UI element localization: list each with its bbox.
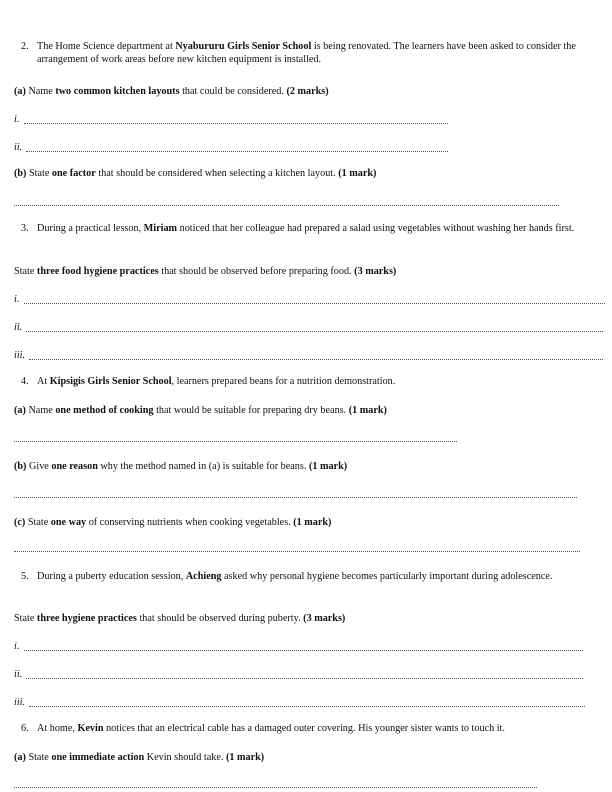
intro-text: At <box>37 376 50 387</box>
prompt-text: of conserving nutrients when cooking vegetables. <box>86 517 294 528</box>
answer-line[interactable] <box>14 551 580 552</box>
marks-label: (3 marks) <box>354 266 397 277</box>
prompt-text: Name <box>25 86 56 97</box>
marks-label: (2 marks) <box>286 86 329 97</box>
question-6a-prompt <box>14 751 264 764</box>
question-6-intro <box>21 723 606 736</box>
question-2a-prompt <box>14 85 329 98</box>
answer-line-label: ii. <box>14 142 23 153</box>
answer-line-label: i. <box>14 294 20 305</box>
marks-label: (1 mark) <box>348 405 387 416</box>
prompt-keyword: one factor <box>51 168 96 179</box>
answer-line-label: i. <box>14 641 20 652</box>
intro-text: During a practical lesson, <box>37 223 144 234</box>
prompt-keyword: three hygiene practices <box>36 613 137 624</box>
marks-label: (1 mark) <box>225 752 265 763</box>
answer-line-label: iii. <box>14 350 26 361</box>
answer-line[interactable] <box>24 123 448 124</box>
question-2b-prompt <box>14 167 376 180</box>
marks-label: (1 mark) <box>293 517 332 528</box>
question-5-prompt <box>14 612 345 625</box>
prompt-keyword: one method of cooking <box>55 405 154 416</box>
prompt-text: that would be suitable for preparing dry beans. <box>153 405 349 416</box>
prompt-text: Name <box>25 405 56 416</box>
question-4a-prompt <box>14 404 387 417</box>
answer-line-label: i. <box>14 114 20 125</box>
intro-text: During a puberty education session, <box>37 571 186 582</box>
answer-line-label: ii. <box>14 322 23 333</box>
question-5-intro <box>21 571 606 584</box>
question-number: 2. <box>21 41 29 52</box>
marks-label: (1 mark) <box>308 461 348 472</box>
prompt-text: why the method named in (a) is suitable for beans. <box>97 461 309 472</box>
prompt-text: State <box>25 517 51 528</box>
answer-line[interactable] <box>26 151 448 152</box>
intro-text: noticed that her colleague had prepared a salad using vegetables without washing her hands first. <box>177 223 575 234</box>
intro-text: The Home Science department at <box>37 41 176 52</box>
answer-line[interactable] <box>26 678 583 679</box>
prompt-text: State <box>25 752 52 763</box>
marks-label: (1 mark) <box>338 168 377 179</box>
prompt-text: that should be observed before preparing food. <box>158 266 355 277</box>
prompt-text: Kevin should take. <box>144 752 226 763</box>
prompt-keyword: one way <box>50 517 87 528</box>
answer-line[interactable] <box>14 205 559 206</box>
part-label: (b) <box>14 168 27 179</box>
prompt-keyword: two common kitchen layouts <box>55 86 180 97</box>
question-4b-prompt <box>14 460 347 473</box>
intro-text: is being renovated. The learners have been asked to consider the arrangement of work areas before new kitchen equipment is installed. <box>37 41 576 65</box>
question-number: 5. <box>21 571 29 582</box>
intro-text: , learners prepared beans for a nutrition demonstration. <box>171 376 396 387</box>
person-name: Miriam <box>143 223 178 234</box>
marks-label: (3 marks) <box>303 613 346 624</box>
question-4-intro <box>21 376 606 389</box>
part-label: (b) <box>14 461 27 472</box>
part-label: (a) <box>14 86 26 97</box>
intro-text: asked why personal hygiene becomes particularly important during adolescence. <box>221 571 553 582</box>
answer-line[interactable] <box>14 787 537 788</box>
intro-text: At home, <box>37 723 78 734</box>
question-2-intro <box>21 41 606 66</box>
answer-line[interactable] <box>24 650 583 651</box>
answer-line-label: iii. <box>14 697 26 708</box>
question-3-prompt <box>14 265 396 278</box>
question-number: 3. <box>21 223 29 234</box>
prompt-keyword: one immediate action <box>51 752 145 763</box>
school-name: Kipsigis Girls Senior School <box>49 376 172 387</box>
person-name: Kevin <box>77 723 104 734</box>
prompt-text: State <box>14 266 37 277</box>
answer-line[interactable] <box>14 441 457 442</box>
answer-line[interactable] <box>29 359 603 360</box>
prompt-keyword: three food hygiene practices <box>36 266 159 277</box>
question-4c-prompt <box>14 516 331 529</box>
prompt-text: that should be observed during puberty. <box>136 613 304 624</box>
part-label: (a) <box>14 752 26 763</box>
question-number: 4. <box>21 376 29 387</box>
answer-line-label: ii. <box>14 669 23 680</box>
school-name: Nyabururu Girls Senior School <box>175 41 312 52</box>
prompt-text: Give <box>26 461 52 472</box>
prompt-text: State <box>14 613 37 624</box>
part-label: (a) <box>14 405 26 416</box>
answer-line[interactable] <box>29 706 585 707</box>
question-3-intro <box>21 223 606 236</box>
prompt-text: State <box>26 168 52 179</box>
answer-line[interactable] <box>14 497 577 498</box>
part-label: (c) <box>14 517 26 528</box>
prompt-text: that could be considered. <box>179 86 287 97</box>
question-number: 6. <box>21 723 29 734</box>
person-name: Achieng <box>185 571 222 582</box>
intro-text: notices that an electrical cable has a damaged outer covering. His younger sister wants to touch it. <box>103 723 505 734</box>
prompt-text: that should be considered when selecting a kitchen layout. <box>95 168 339 179</box>
answer-line[interactable] <box>24 303 605 304</box>
prompt-keyword: one reason <box>51 461 98 472</box>
answer-line[interactable] <box>26 331 603 332</box>
